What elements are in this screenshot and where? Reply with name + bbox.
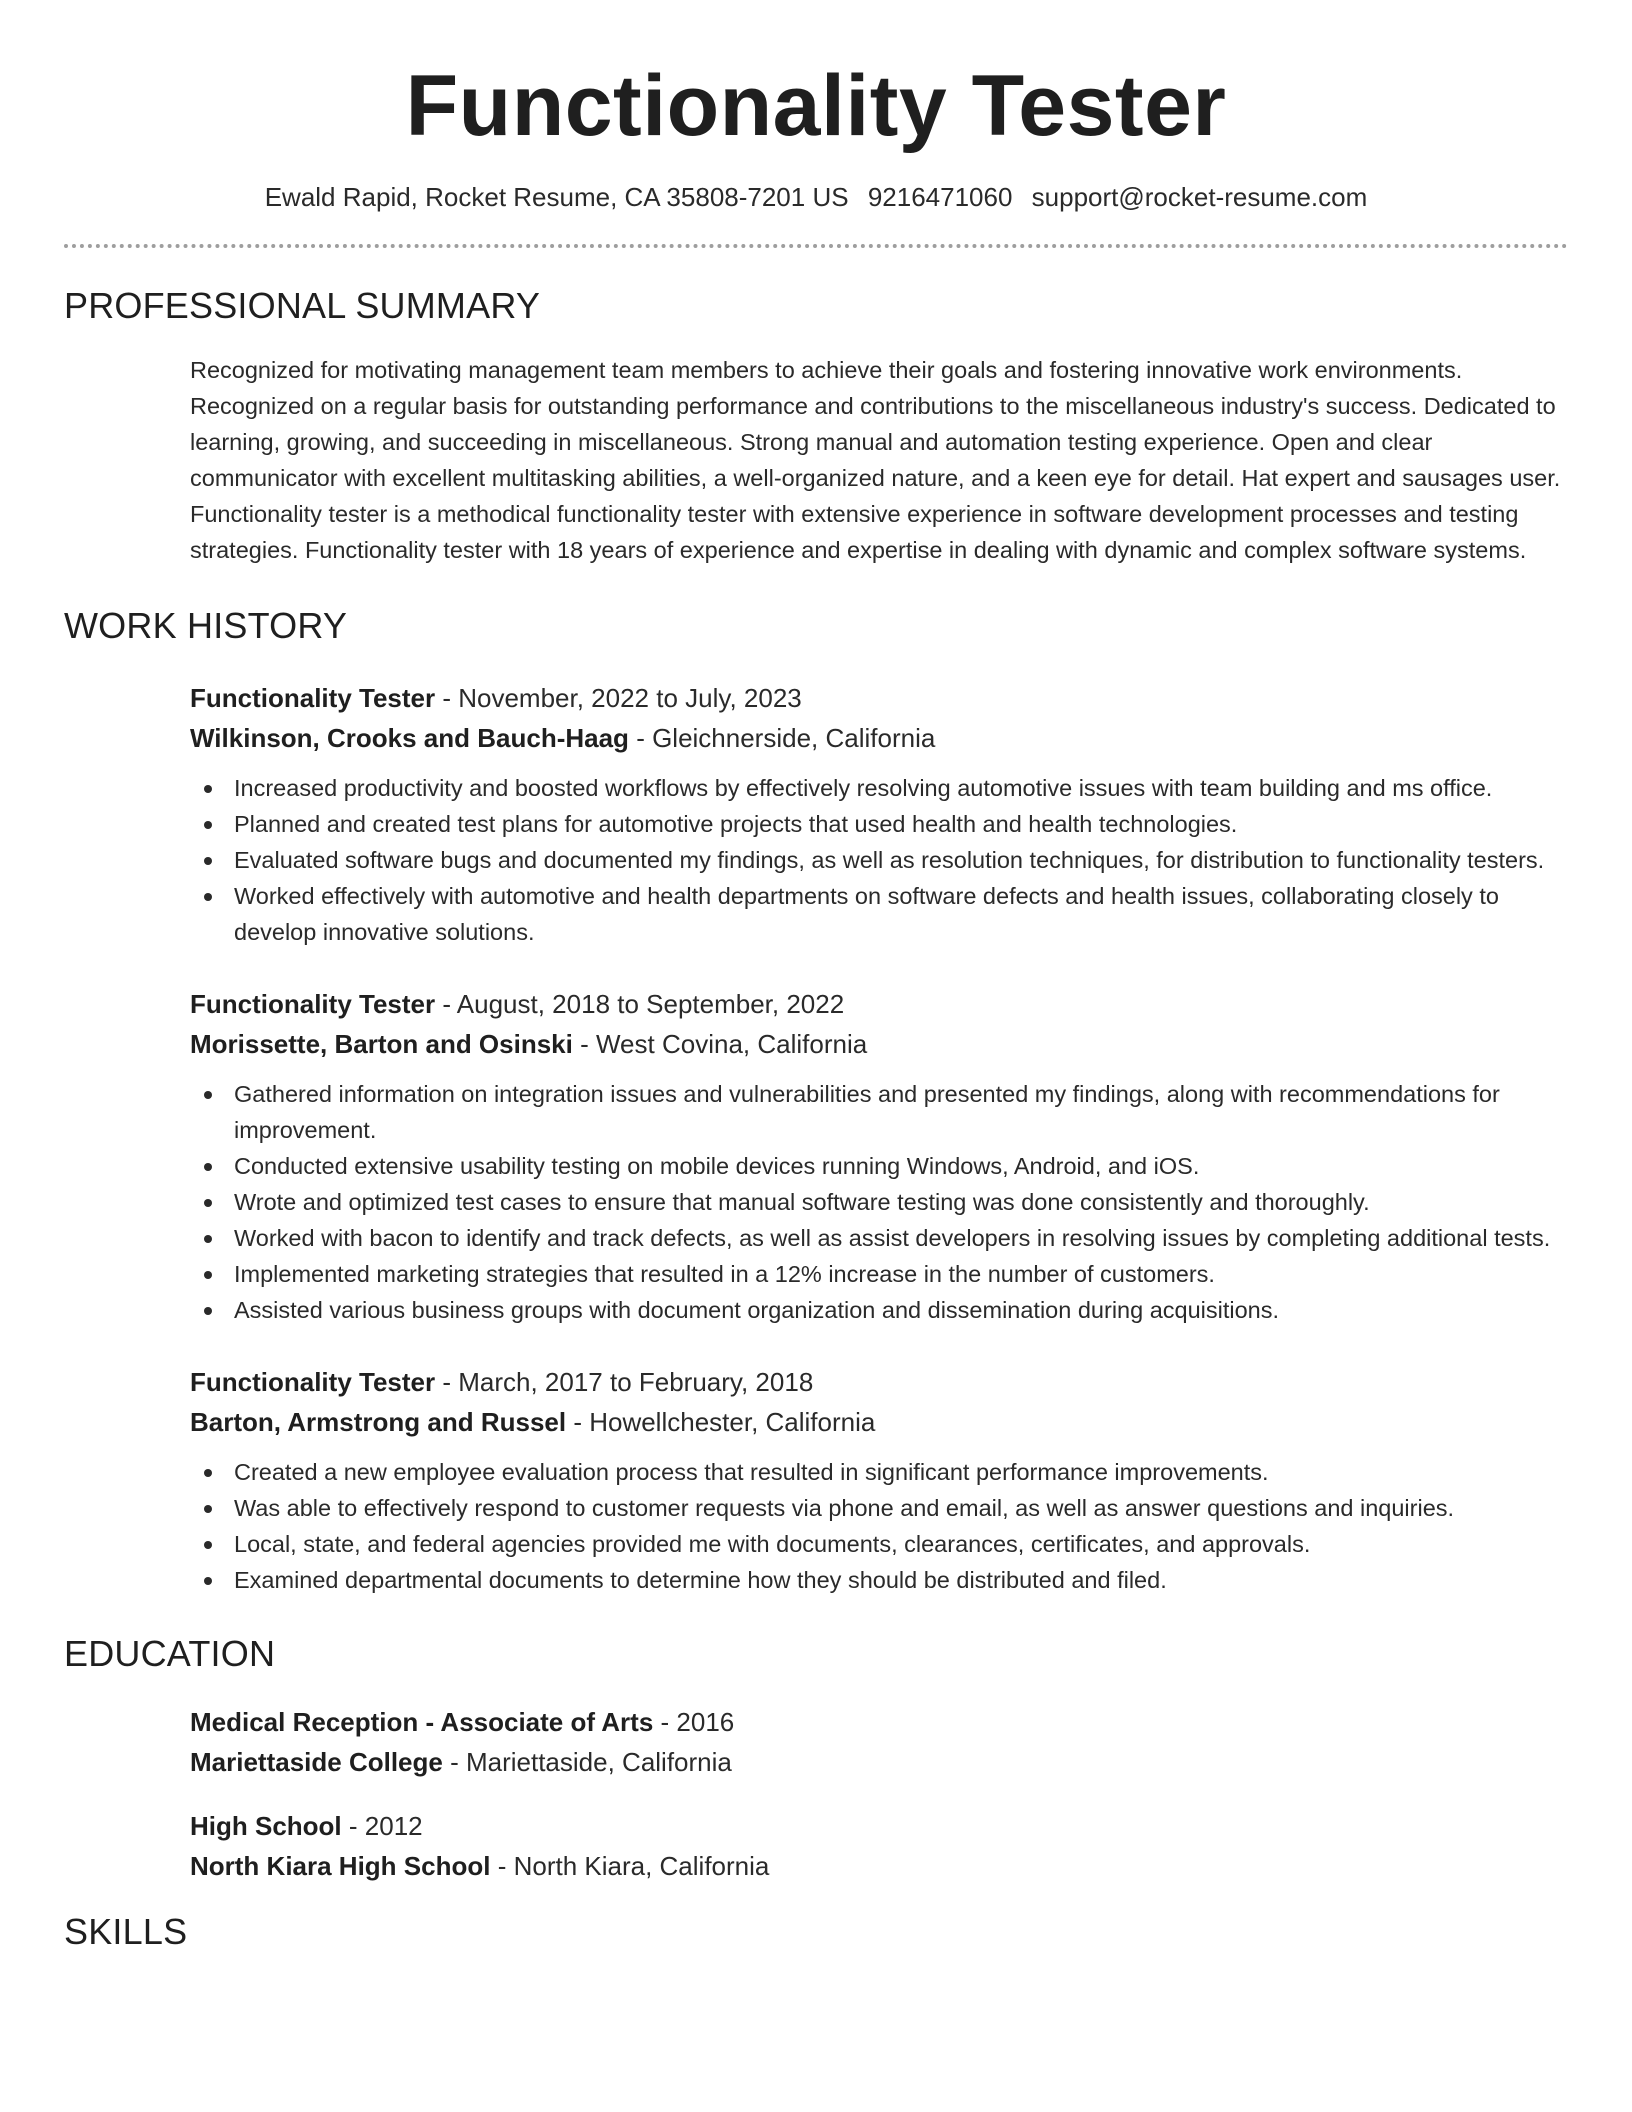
job-title-line [190,984,1568,1024]
job-role: Functionality Tester [190,989,436,1019]
resume-header [64,0,1568,248]
address-text: Ewald Rapid, Rocket Resume, CA 35808-7201 US [264,182,849,212]
job-dates: - August, 2018 to September, 2022 [442,989,845,1019]
list-item: Planned and created test plans for automotive projects that used health and health technologies. [190,806,1568,842]
education-entry [190,1806,1568,1886]
school-name: North Kiara High School [190,1851,491,1881]
job-dates: - November, 2022 to July, 2023 [442,683,802,713]
job-entry [190,1362,1568,1598]
degree-line [190,1806,1568,1846]
candidate-name: Functionality Tester [405,58,1227,154]
school-location: - Mariettaside, California [450,1747,732,1777]
school-line [190,1846,1568,1886]
job-bullets [190,1076,1568,1328]
work-history-section [64,604,1568,1598]
job-location: - Howellchester, California [573,1407,876,1437]
skills-section [64,1910,1568,1954]
summary-heading: PROFESSIONAL SUMMARY [64,285,541,326]
school-name: Mariettaside College [190,1747,443,1777]
job-company: Morissette, Barton and Osinski [190,1029,573,1059]
job-company-line [190,1402,1568,1442]
list-item: Was able to effectively respond to customer requests via phone and email, as well as answer questions and inquiries. [190,1490,1568,1526]
degree-name: High School [190,1811,342,1841]
job-title-line [190,678,1568,718]
job-location: - Gleichnerside, California [636,723,936,753]
job-company-line [190,1024,1568,1064]
skills-heading: SKILLS [64,1911,188,1952]
job-company: Barton, Armstrong and Russel [190,1407,567,1437]
job-company-line [190,718,1568,758]
list-item: Implemented marketing strategies that resulted in a 12% increase in the number of customers. [190,1256,1568,1292]
education-section [64,1632,1568,1886]
list-item: Gathered information on integration issues and vulnerabilities and presented my findings, along with recommendations for improvement. [190,1076,1568,1148]
job-entry [190,984,1568,1328]
list-item: Assisted various business groups with document organization and dissemination during acquisitions. [190,1292,1568,1328]
list-item: Conducted extensive usability testing on mobile devices running Windows, Android, and iOS. [190,1148,1568,1184]
education-heading: EDUCATION [64,1633,276,1674]
list-item: Increased productivity and boosted workflows by effectively resolving automotive issues with team building and ms office. [190,770,1568,806]
phone-text: 9216471060 [867,182,1013,212]
job-bullets [190,1454,1568,1598]
email-text: support@rocket-resume.com [1031,182,1368,212]
school-line [190,1742,1568,1782]
job-dates: - March, 2017 to February, 2018 [442,1367,814,1397]
list-item: Evaluated software bugs and documented my findings, as well as resolution techniques, for distribution to functionality testers. [190,842,1568,878]
list-item: Examined departmental documents to determine how they should be distributed and filed. [190,1562,1568,1598]
list-item: Wrote and optimized test cases to ensure that manual software testing was done consistently and thoroughly. [190,1184,1568,1220]
job-role: Functionality Tester [190,1367,436,1397]
summary-text: Recognized for motivating management team members to achieve their goals and fostering innovative work environments. Recognized on a regular basis for outstanding performance and contributions to the miscellaneous industry's success. Dedicated to learning, growing, and succeeding in miscellaneous. Strong manual and automation testing experience. Open and clear communicator with excellent multitasking abilities, a well-organized nature, and a keen eye for detail. Hat expert and sausages user. Functionality tester is a methodical functionality tester with extensive experience in software development processes and testing strategies. Functionality tester with 18 years of experience and expertise in dealing with dynamic and complex software systems. [190,357,1561,563]
degree-year: - 2016 [660,1707,735,1737]
degree-line [190,1702,1568,1742]
header-divider [64,244,1568,248]
job-location: - West Covina, California [580,1029,868,1059]
list-item: Local, state, and federal agencies provided me with documents, clearances, certificates, and approvals. [190,1526,1568,1562]
job-role: Functionality Tester [190,683,436,713]
school-location: - North Kiara, California [497,1851,770,1881]
job-entry [190,678,1568,950]
degree-name: Medical Reception - Associate of Arts [190,1707,654,1737]
list-item: Worked effectively with automotive and health departments on software defects and health issues, collaborating closely to develop innovative solutions. [190,878,1568,950]
degree-year: - 2012 [348,1811,423,1841]
job-title-line [190,1362,1568,1402]
work-history-heading: WORK HISTORY [64,605,348,646]
contact-line [64,180,1568,214]
education-entry [190,1702,1568,1782]
job-bullets [190,770,1568,950]
job-company: Wilkinson, Crooks and Bauch-Haag [190,723,629,753]
summary-section [64,284,1568,568]
list-item: Worked with bacon to identify and track defects, as well as assist developers in resolving issues by completing additional tests. [190,1220,1568,1256]
list-item: Created a new employee evaluation process that resulted in significant performance improvements. [190,1454,1568,1490]
